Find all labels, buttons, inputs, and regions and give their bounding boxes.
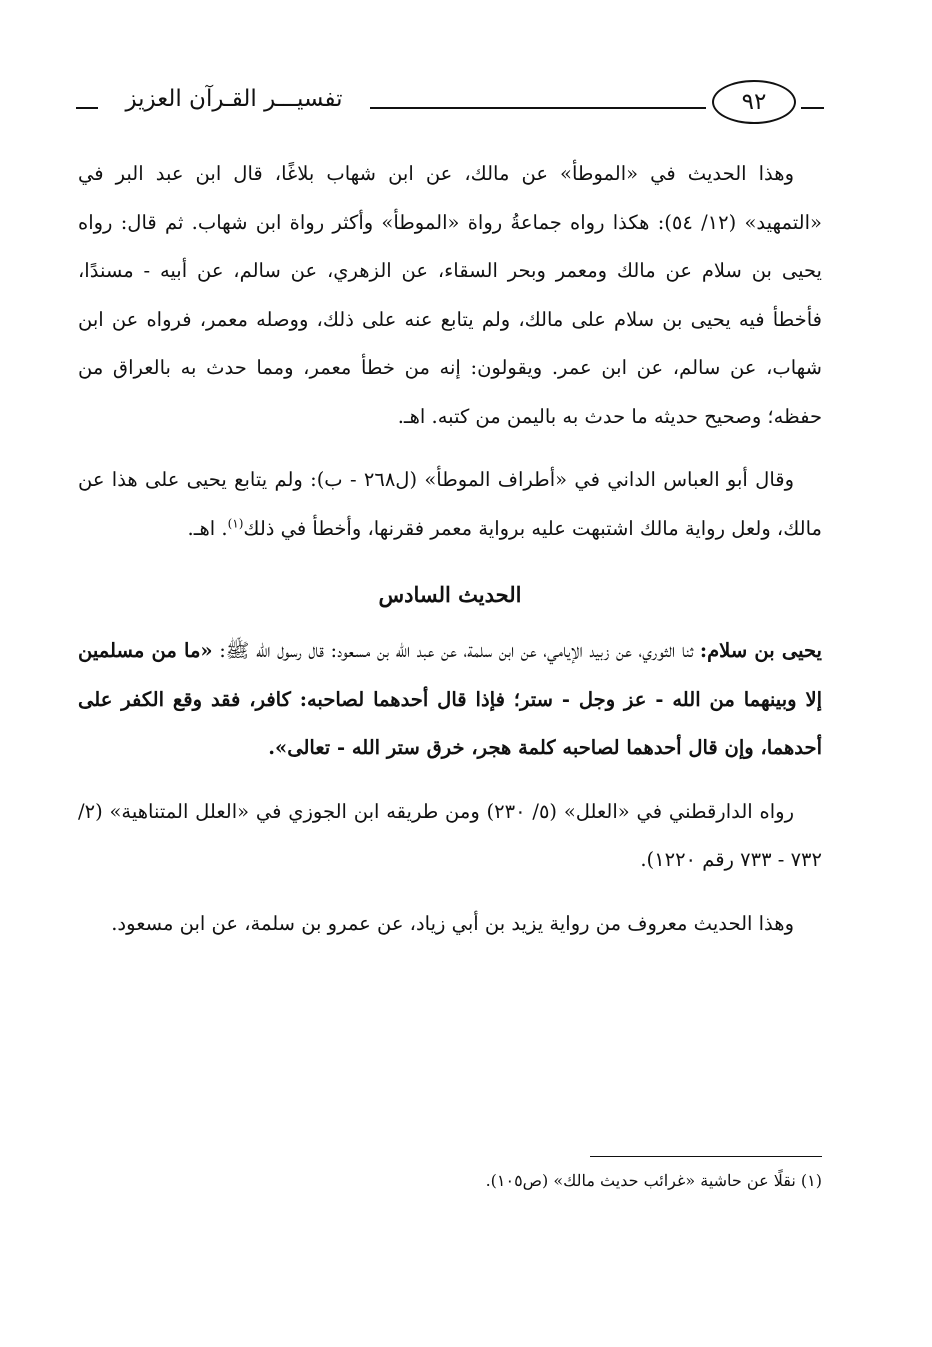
- isnad-chain: ثنا الثوري، عن زبيد الإيامي، عن ابن سلمة، عن عبد الله بن مسعود: قال رسول الله ﷺ:: [212, 639, 700, 662]
- paragraph-muwatta-discussion: وهذا الحديث في «الموطأ» عن مالك، عن ابن شهاب بلاغًا، قال ابن عبد البر في «التمهيد» (١٢/ ٥٤): هكذا رواه جماعةُ رواة «الموطأ» وأكثر رواة ابن شهاب. ثم قال: رواه يحيى بن سلام عن مالك ومعمر وبحر السقاء، عن الزهري، عن سالم، عن أبيه - مسندًا، فأخطأ فيه يحيى بن سلام على مالك، ولم يتابع عنه على ذلك، ووصله معمر، فرواه عن ابن شهاب، عن سالم، عن ابن عمر. ويقولون: إنه من خطأ معمر، ومما حدث به بالعراق من حفظه؛ وصحيح حديثه ما حدث به باليمن من كتبه. اهـ.: [78, 162, 822, 428]
- book-title: تفسيـــر القـرآن العزيز: [125, 86, 343, 112]
- section-heading: الحديث السادس: [378, 582, 522, 607]
- header-rule-left: [76, 107, 98, 109]
- hadith-end: .: [268, 736, 275, 759]
- main-text: [78, 150, 822, 963]
- paragraph-text: وقال أبو العباس الداني في «أطراف الموطأ» (ل٢٦٨ - ب): ولم يتابع يحيى على هذا عن مالك، ولعل رواية مالك اشتبهت عليه برواية معمر فقرنها، وأخطأ في ذلك: [78, 468, 822, 540]
- footnote-marker: (١): [800, 1171, 822, 1190]
- page-number: ٩٢: [712, 80, 796, 124]
- paragraph-known-narration: وهذا الحديث معروف من رواية يزيد بن أبي زياد، عن عمرو بن سلمة، عن ابن مسعود.: [111, 911, 794, 935]
- footnote-separator: [590, 1156, 822, 1157]
- paragraph-takhrij: رواه الدارقطني في «العلل» (٥/ ٢٣٠) ومن طريقه ابن الجوزي في «العلل المتناهية» (٢/ ٧٣٢ - ٧٣٣ رقم ١٢٢٠).: [78, 799, 822, 871]
- paragraph-dani-quote: [78, 456, 822, 553]
- footnote-text: نقلًا عن حاشية «غرائب حديث مالك» (ص١٠٥).: [485, 1171, 796, 1190]
- paragraph-ending: . اهـ.: [187, 516, 228, 540]
- running-header: [76, 76, 824, 128]
- header-rule-middle: [370, 107, 706, 109]
- hadith-text: «ما من مسلمين إلا وبينهما من الله - عز وجل - ستر؛ فإذا قال أحدهما لصاحبه: كافر، فقد وقع الكفر على أحدهما، وإن قال أحدهما لصاحبه كلمة هجر، خرق ستر الله - تعالى»: [78, 639, 822, 759]
- header-rule-right: [801, 107, 824, 109]
- hadith-paragraph: [78, 627, 822, 773]
- footnote: [78, 1168, 822, 1194]
- narrator-name: يحيى بن سلام:: [699, 639, 822, 662]
- footnote-reference: (١): [227, 516, 244, 530]
